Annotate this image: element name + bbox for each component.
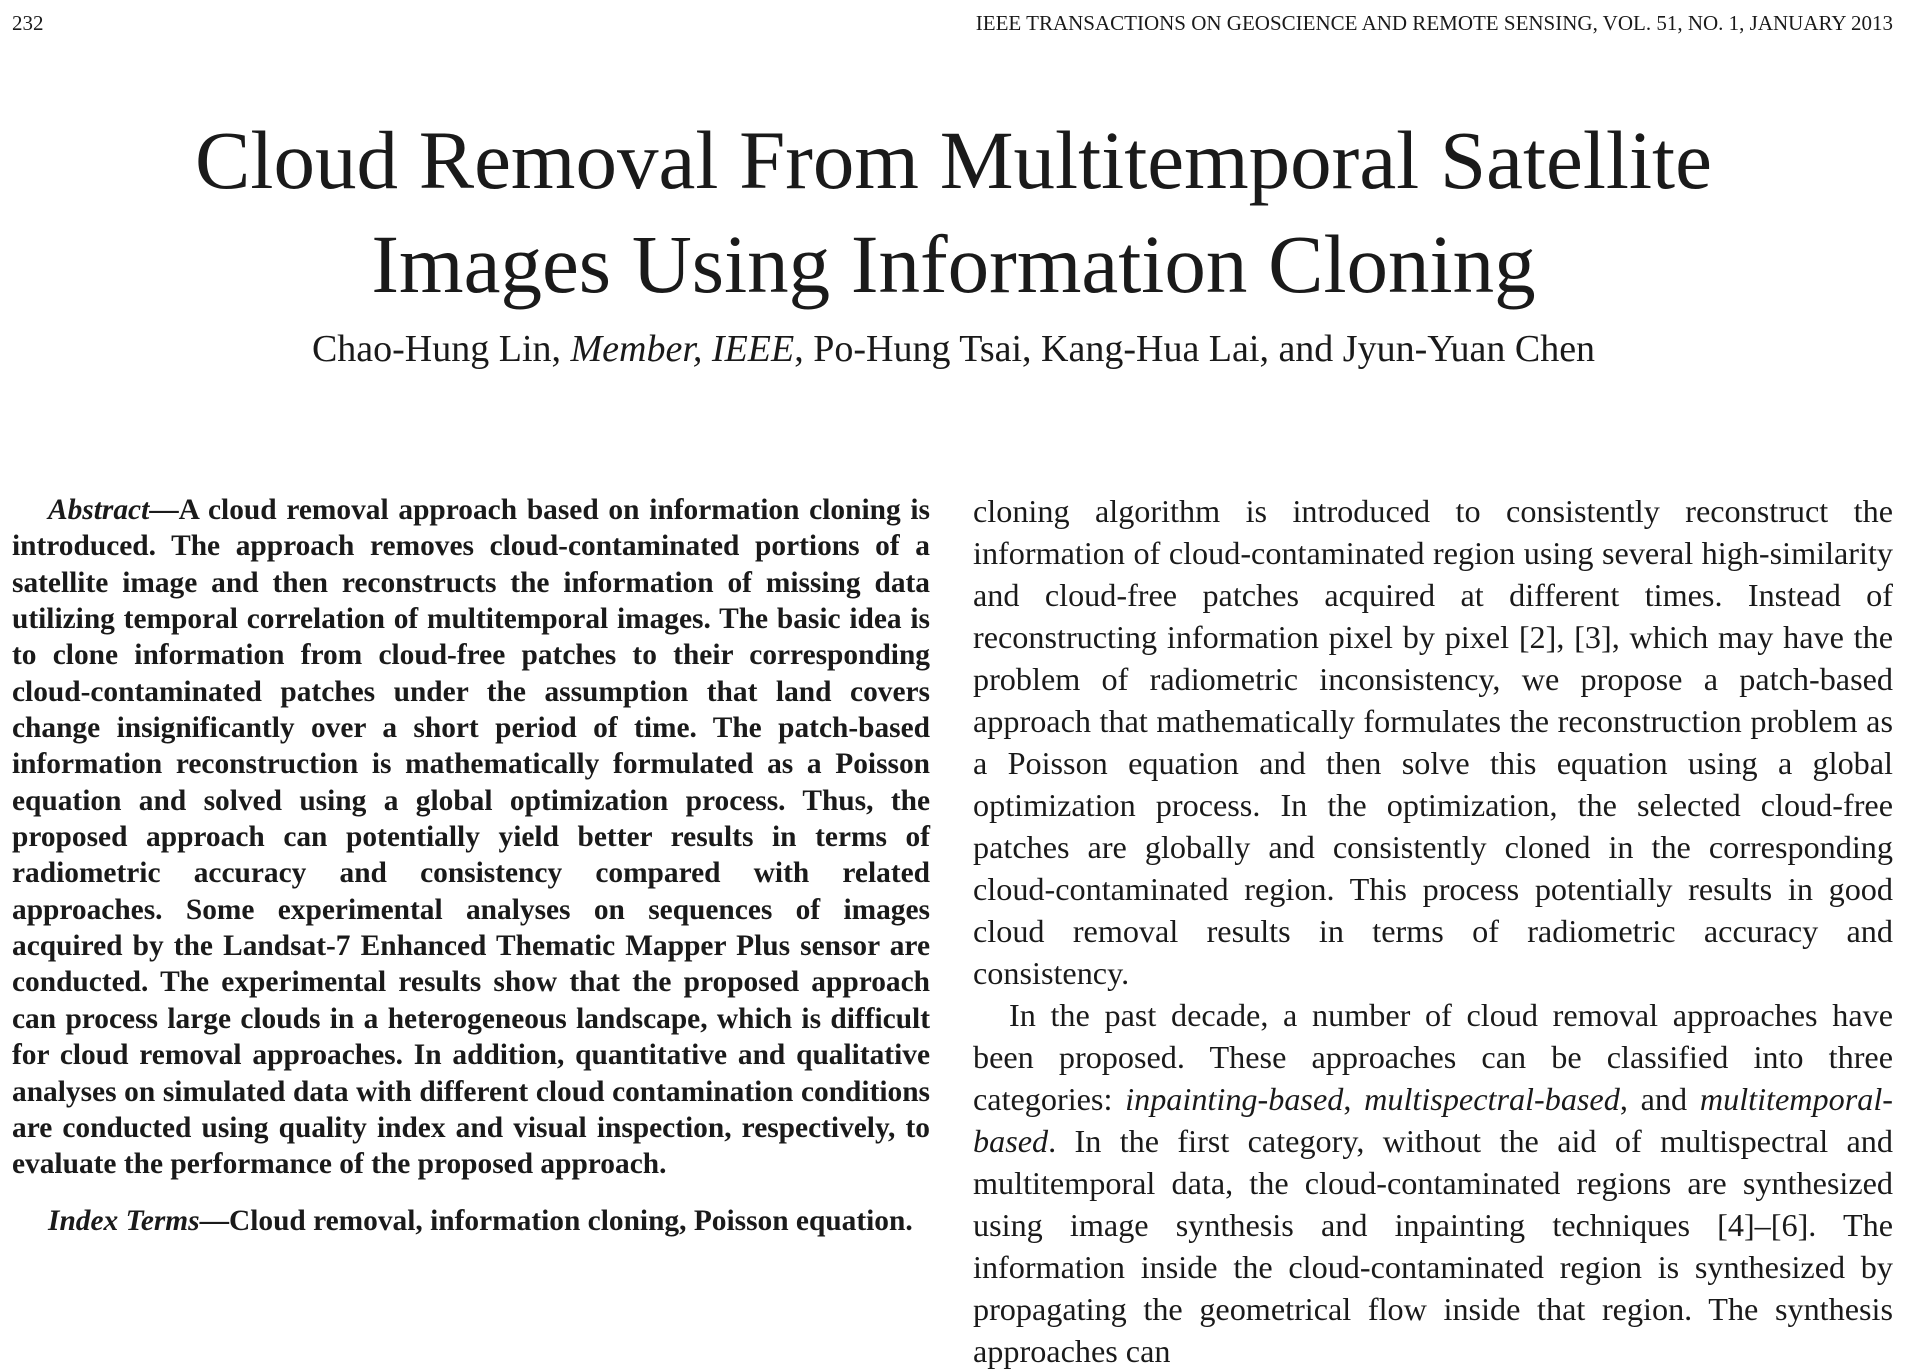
- running-header: [12, 10, 1893, 36]
- right-column: [973, 490, 1893, 1372]
- journal-info: IEEE TRANSACTIONS ON GEOSCIENCE AND REMOTE SENSING, VOL. 51, NO. 1, JANUARY 2013: [975, 11, 1893, 35]
- separator-2: , and: [1619, 1081, 1700, 1117]
- category-inpainting: inpainting-based: [1125, 1081, 1344, 1117]
- left-column: [12, 492, 930, 1239]
- separator-1: ,: [1343, 1081, 1365, 1117]
- abstract-label: Abstract: [48, 494, 150, 526]
- page-number: 232: [12, 11, 44, 35]
- body-paragraph-2: [973, 994, 1893, 1372]
- para2-start: In the past decade, a number of cloud removal approaches have been proposed. These approaches can be classified into three categories:: [973, 997, 1893, 1117]
- abstract-text: —A cloud removal approach based on information cloning is introduced. The approach removes cloud-contaminated portions of a satellite image and then reconstructs the information of missing data utilizing temporal correlation of multitemporal images. The basic idea is to clone information from cloud-free patches to their corresponding cloud-contaminated patches under the assumption that land covers change insignificantly over a short period of time. The patch-based information reconstruction is mathematically formulated as a Poisson equation and solved using a global optimization process. Thus, the proposed approach can potentially yield better results in terms of radiometric accuracy and consistency compared with related approaches. Some experimental analyses on sequences of images acquired by the Landsat-7 Enhanced Thematic Mapper Plus sensor are conducted. The experimental results show that the proposed approach can process large clouds in a heterogeneous landscape, which is difficult for cloud removal approaches. In addition, quantitative and qualitative analyses on simulated data with different cloud contamination conditions are conducted using quality index and visual inspection, respectively, to evaluate the performance of the proposed approach.: [12, 494, 930, 1181]
- other-authors: , Po-Hung Tsai, Kang-Hua Lai, and Jyun-Yuan Chen: [794, 328, 1596, 370]
- index-terms-label: Index Terms: [48, 1204, 200, 1237]
- index-terms: [12, 1203, 930, 1239]
- author-list: [0, 326, 1907, 372]
- title-line-2: Images Using Information Cloning: [371, 218, 1536, 310]
- category-multispectral: multispectral-based: [1364, 1081, 1620, 1117]
- para2-end: . In the first category, without the aid of multispectral and multitemporal data, the cloud-contaminated regions are synthesized using image synthesis and inpainting techniques [4]–[6]. The information inside the cloud-contaminated region is synthesized by propagating the geometrical flow inside that region. The synthesis approaches can: [973, 1123, 1893, 1369]
- paper-title: [0, 108, 1907, 316]
- body-paragraph-1: cloning algorithm is introduced to consistently reconstruct the information of cloud-contaminated region using several high-similarity and cloud-free patches acquired at different times. Instead of reconstructing information pixel by pixel [2], [3], which may have the problem of radiometric inconsistency, we propose a patch-based approach that mathematically formulates the reconstruction problem as a Poisson equation and then solve this equation using a global optimization process. In the optimization, the selected cloud-free patches are globally and consistently cloned in the corresponding cloud-contaminated region. This process potentially results in good cloud removal results in terms of radiometric accuracy and consistency.: [973, 493, 1893, 991]
- title-line-1: Cloud Removal From Multitemporal Satellite: [195, 114, 1712, 206]
- abstract: [12, 492, 930, 1183]
- author-1-role: Member, IEEE: [570, 328, 795, 370]
- author-1: Chao-Hung Lin,: [311, 328, 571, 370]
- category-multitemporal: multitemporal-based: [973, 1081, 1893, 1159]
- index-terms-text: —Cloud removal, information cloning, Poisson equation.: [199, 1204, 913, 1237]
